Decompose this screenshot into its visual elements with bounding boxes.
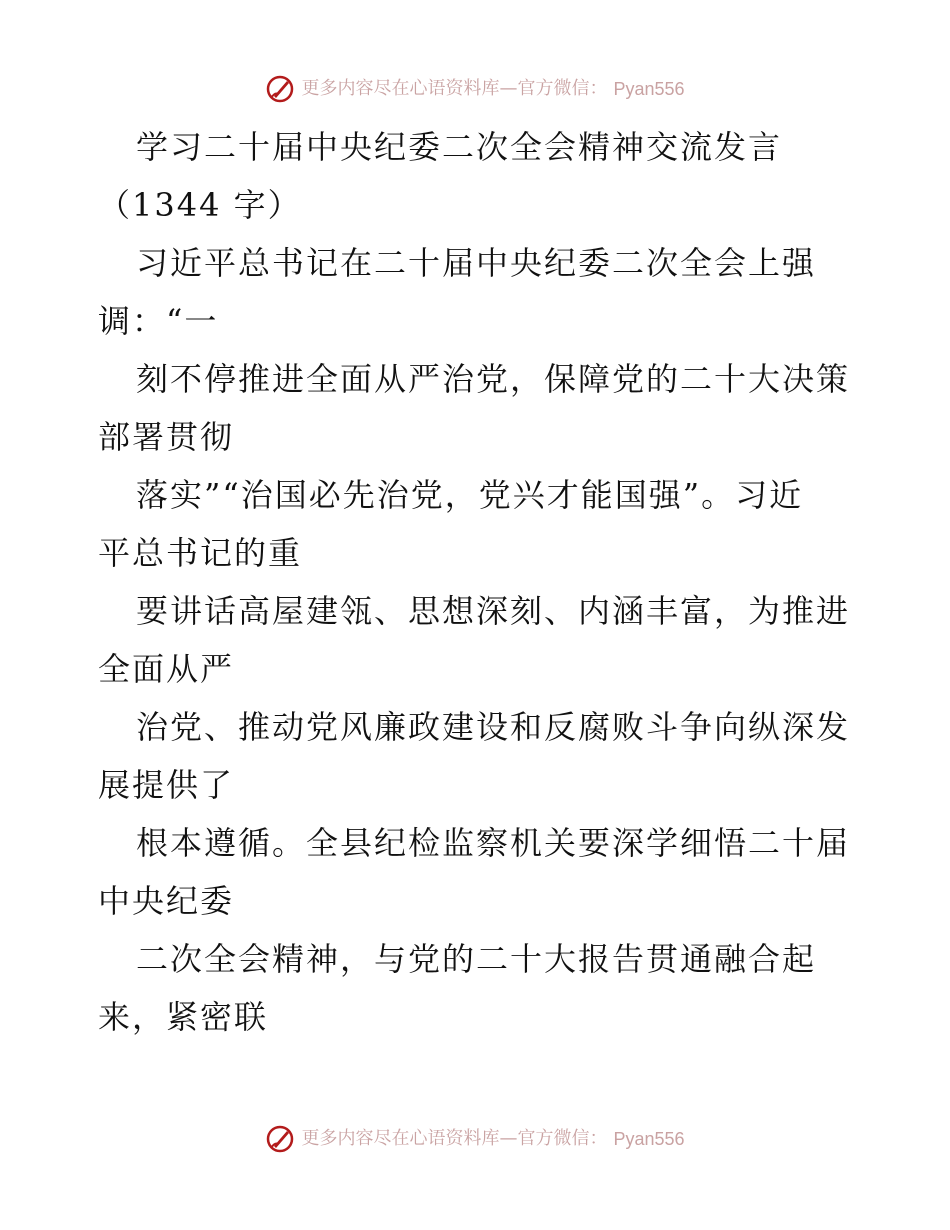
header-watermark — [0, 74, 950, 104]
paragraph-line: 调：“一 — [98, 302, 219, 340]
paragraph-line: 全面从严 — [98, 650, 235, 688]
paragraph-line: 刻不停推进全面从严治党，保障党的二十大决策 — [136, 360, 851, 398]
paragraph-line: 根本遵循。全县纪检监察机关要深学细悟二十届 — [136, 824, 851, 862]
footer-watermark — [0, 1124, 950, 1154]
paragraph-line: 部署贯彻 — [98, 418, 235, 456]
paragraph-line: 中央纪委 — [98, 882, 235, 920]
document-title: 学习二十届中央纪委二次全会精神交流发言 — [136, 128, 783, 166]
paragraph-line: 展提供了 — [98, 766, 235, 804]
paragraph-line: 平总书记的重 — [98, 534, 303, 572]
watermark-handle: Pyan556 — [613, 1129, 685, 1149]
watermark-handle: Pyan556 — [613, 79, 685, 99]
watermark-text: 更多内容尽在心语资料库—官方微信： — [301, 1128, 608, 1149]
paragraph-line: 来，紧密联 — [98, 998, 269, 1036]
paragraph-line: 落实”“治国必先治党，党兴才能国强”。习近 — [136, 476, 804, 514]
paragraph-line: 治党、推动党风廉政建设和反腐败斗争向纵深发 — [136, 708, 851, 746]
document-body — [98, 118, 858, 1046]
watermark-text: 更多内容尽在心语资料库—官方微信： — [301, 78, 608, 99]
paragraph-line: 二次全会精神，与党的二十大报告贯通融合起 — [136, 940, 817, 978]
paragraph-line: 习近平总书记在二十届中央纪委二次全会上强 — [136, 244, 817, 282]
quill-logo-icon — [265, 74, 295, 104]
paragraph-line: 要讲话高屋建瓴、思想深刻、内涵丰富，为推进 — [136, 592, 851, 630]
word-count: （1344 字） — [98, 186, 302, 224]
quill-logo-icon — [265, 1124, 295, 1154]
